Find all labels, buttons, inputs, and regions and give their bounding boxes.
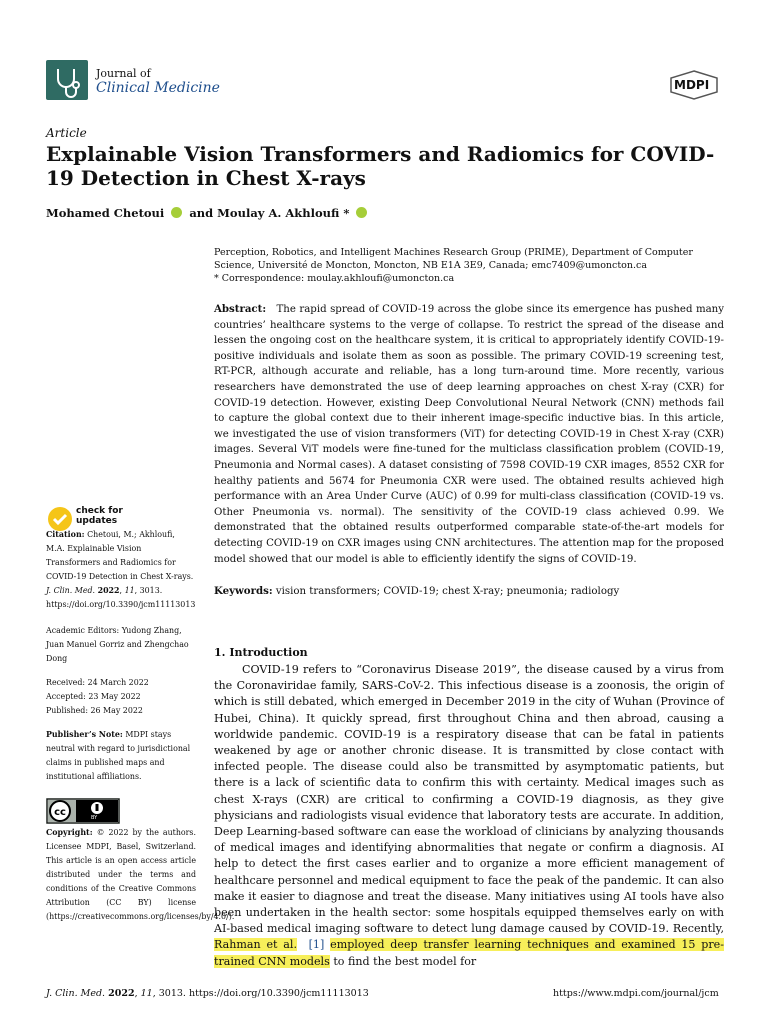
keywords-text: vision transformers; COVID-19; chest X-ray; pneumonia; radiology [275, 586, 620, 597]
check-line2: updates [76, 516, 118, 526]
check-for-updates-label[interactable] [76, 506, 123, 526]
publisher-note [46, 728, 196, 784]
footer-citation: J. Clin. Med. 2022, 11, 3013. https://doi.org/10.3390/jcm11113013 [46, 988, 369, 999]
check-line1: check for [76, 506, 123, 516]
intro-text-end: to find the best model for [329, 954, 477, 968]
abstract-text: The rapid spread of COVID-19 across the globe since its emergence has pushed many countries’ healthcare systems to the verge of collapse. To restrict the spread of the disease and lessen the ongoing cost on the healthcare system, it is critical to appropriately identify COVID-19-positive individuals and isolate them as soon as possible. The primary COVID-19 screening test, RT-PCR, although accurate and reliable, has a long turn-around time. More recently, various researchers have demonstrated the use of deep learning approaches on chest X-ray (CXR) for COVID-19 detection. However, existing Deep Convolutional Neural Network (CNN) methods fail to capture the global context due to their inherent image-specific inductive bias. In this article, we investigated the use of vision transformers (ViT) for detecting COVID-19 in Chest X-ray (CXR) images. Several ViT models were fine-tuned for the multiclass classification problem (COVID-19, Pneumonia and Normal cases). A dataset consisting of 7598 COVID-19 CXR images, 8552 CXR for healthy patients and 5674 for Pneumonia CXR were used. The obtained results achieved high performance with an Area Under Curve (AUC) of 0.99 for multi-class classification (COVID-19 vs. Other Pneumonia vs. normal). The sensitivity of the COVID-19 class achieved 0.99. We demonstrated that the obtained results outperformed comparable state-of-the-art models for detecting COVID-19 on CXR images using CNN architectures. The attention map for the proposed model showed that our model is able to efficiently identify the signs of COVID-19. [214, 304, 724, 565]
intro-paragraph [214, 662, 724, 970]
pubnote-label: Publisher’s Note: [46, 730, 123, 739]
creative-commons-icon [46, 798, 120, 824]
citation-text: Chetoui, M.; Akhloufi, M.A. Explainable Vision Transformers and Radiomics for COVID-19 Detection in Chest X-rays. [46, 530, 194, 581]
mdpi-logo-text: MDPI [674, 78, 710, 92]
stethoscope-icon [46, 60, 88, 100]
author-name: and Moulay A. Akhloufi * [189, 206, 350, 220]
abstract-label: Abstract: [214, 303, 267, 315]
footer-doi[interactable]: , 3013. https://doi.org/10.3390/jcm11113013 [152, 988, 369, 999]
citation-year: 2022 [97, 586, 120, 595]
citation-volume: 11 [124, 586, 135, 595]
mdpi-logo[interactable] [668, 70, 720, 100]
citation-label: Citation: [46, 530, 85, 539]
reference-link[interactable]: [1] [308, 938, 325, 952]
orcid-icon[interactable] [356, 207, 367, 218]
journal-of-label: Journal of [96, 67, 151, 80]
received-date: Received: 24 March 2022 [46, 678, 149, 687]
citation-block: Citation: Chetoui, M.; Akhloufi, M.A. Explainable Vision Transformers and Radiomics for COVID-19 Detection in Chest X-rays. J. Clin. Med. 2022, 11, 3013. https://doi.org/10.3390/jcm11113013 [46, 530, 196, 609]
dates-block [46, 676, 196, 718]
author-name[interactable]: Mohamed Chetoui [46, 206, 165, 220]
orcid-icon[interactable] [171, 207, 182, 218]
correspondence-text: * Correspondence: moulay.akhloufi@umoncton.ca [214, 273, 455, 284]
journal-logo [46, 60, 88, 100]
keywords [214, 584, 724, 599]
pubnote-text: MDPI stays neutral with regard to jurisdictional claims in published maps and institutional affiliations. [46, 730, 191, 781]
highlight-author: Rahman et al. [214, 938, 297, 952]
cc-by-text: BY [91, 815, 98, 821]
abstract [214, 302, 724, 567]
academic-editors: Academic Editors: Yudong Zhang, Juan Manuel Gorriz and Zhengchao Dong [46, 626, 189, 663]
article-type: Article [46, 126, 87, 140]
published-date: Published: 26 May 2022 [46, 706, 143, 715]
affiliation-block [214, 246, 724, 285]
accepted-date: Accepted: 23 May 2022 [46, 692, 141, 701]
footer-year: 2022 [108, 988, 135, 999]
article-title: Explainable Vision Transformers and Radiomics for COVID-19 Detection in Chest X-rays [46, 142, 715, 190]
author-list [46, 206, 370, 220]
footer-journal: J. Clin. Med. [46, 988, 106, 999]
journal-name: Clinical Medicine [96, 80, 220, 96]
cc-by-license-badge[interactable] [46, 798, 120, 824]
footer-journal-url[interactable]: https://www.mdpi.com/journal/jcm [553, 988, 719, 999]
copyright-text: © 2022 by the authors. Licensee MDPI, Basel, Switzerland. This article is an open access article distributed under the terms and conditions of the Creative Commons Attribution (CC BY) license (https://creativecommons.org/licenses/by/4.0/). [46, 828, 235, 921]
svg-text:cc: cc [54, 807, 66, 818]
copyright-block [46, 826, 235, 924]
footer-volume: 11 [140, 988, 153, 999]
citation-journal: J. Clin. Med. [46, 586, 96, 595]
intro-text: COVID-19 refers to “Coronavirus Disease 2019”, the disease caused by a virus from the Coronaviridae family, SARS-CoV-2. This infectious disease is a zoonosis, the origin of which is still debated, which emerged in December 2019 in the city of Wuhan (Province of Hubei, China). It quickly spread, first throughout China and then abroad, causing a worldwide pandemic. COVID-19 is a respiratory disease that can be fatal in patients weakened by age or another chronic disease. It is transmitted by close contact with infected people. The disease could also be transmitted by asymptomatic patients, but there is a lack of scientific data to confirm this with certainty. Medical images such as chest X-rays (CXR) are critical to confirming a COVID-19 diagnosis, as they give physicians and radiologists visual evidence that laboratory tests are accurate. In addition, Deep Learning-based software can ease the workload of clinicians by analyzing thousands of medical images and identifying abnormalities that negate or confirm a diagnosis. AI help to detect the first cases earlier and to organize a more efficient management of healthcare personnel and medical equipment to face the peak of the pandemic. It can also make it easier to diagnose and treat the disease. Many initiatives using AI tools have also been undertaken in the health sector: some hospitals equipped themselves early on with AI-based medical imaging software to detect lung damage caused by COVID-19. Recently, [214, 663, 724, 936]
keywords-label: Keywords: [214, 585, 273, 597]
section-heading: 1. Introduction [214, 646, 308, 659]
citation-doi[interactable]: , 3013. https://doi.org/10.3390/jcm11113013 [46, 586, 196, 609]
highlight-text: employed deep transfer learning techniques and examined 15 pre-trained CNN models [214, 938, 724, 968]
copyright-label: Copyright: [46, 828, 93, 837]
affiliation-text: Perception, Robotics, and Intelligent Machines Research Group (PRIME), Department of Computer Science, Université de Moncton, Moncton, NB E1A 3E9, Canada; emc7409@umoncton.ca [214, 247, 693, 271]
